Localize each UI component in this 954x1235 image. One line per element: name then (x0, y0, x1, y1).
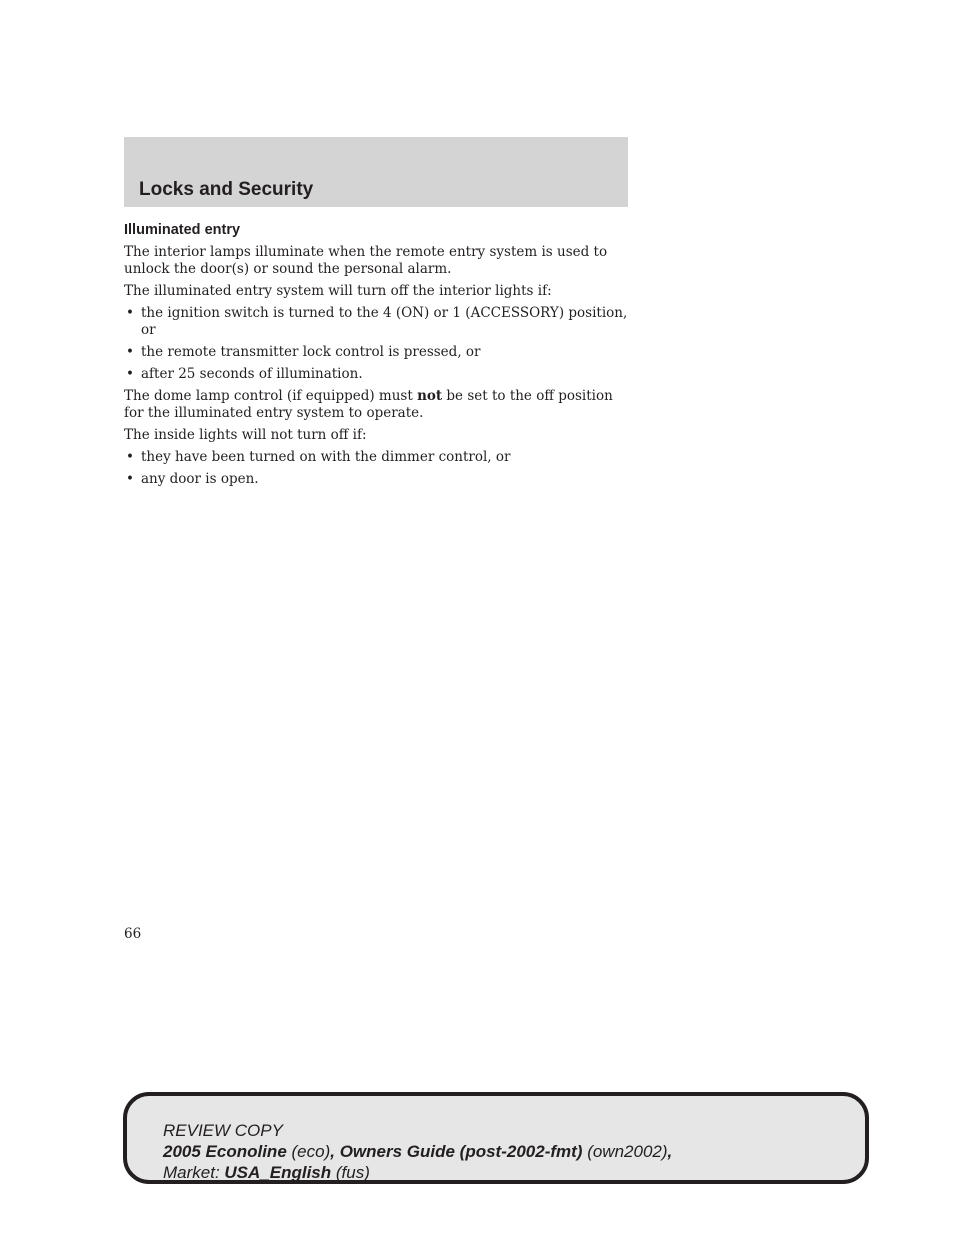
bullet-icon: • (126, 305, 134, 321)
intro-paragraph: The interior lamps illuminate when the remote entry system is used to unlock the door(s) or sound the personal alarm. (124, 244, 608, 277)
dome-note-text-start: The dome lamp control (if equipped) must (124, 388, 418, 404)
stay-on-intro: The inside lights will not turn off if: (124, 427, 367, 443)
review-copy-label: REVIEW COPY (163, 1121, 283, 1140)
bullet-icon: • (126, 344, 134, 360)
model-code: (eco) (286, 1142, 331, 1161)
list-item (124, 366, 628, 383)
list-item (124, 471, 628, 488)
list-item-text: after 25 seconds of illumination. (141, 366, 363, 382)
dome-note-emphasis: not (417, 388, 443, 404)
page-title: Locks and Security (139, 179, 314, 200)
section-heading: Illuminated entry (124, 222, 241, 238)
footer-guide-line (163, 1141, 853, 1162)
list-item-text: the ignition switch is turned to the 4 (ON) or 1 (ACCESSORY) position, or (141, 305, 628, 338)
review-copy-footer (123, 1092, 869, 1184)
bullet-icon: • (126, 471, 134, 487)
turn-off-intro: The illuminated entry system will turn off the interior lights if: (124, 283, 552, 299)
guide-code: (own2002) (582, 1142, 668, 1161)
list-item-text: any door is open. (141, 471, 259, 487)
market-name: USA_English (224, 1163, 332, 1182)
stay-on-conditions-list (124, 449, 628, 488)
footer-separator: , (330, 1142, 340, 1161)
bullet-icon: • (126, 449, 134, 465)
footer-separator: , (667, 1142, 673, 1161)
section-header-band (124, 137, 628, 207)
list-item-text: the remote transmitter lock control is pressed, or (141, 344, 481, 360)
list-item (124, 449, 628, 466)
guide-name: Owners Guide (post-2002-fmt) (339, 1142, 583, 1161)
list-item (124, 344, 628, 361)
dome-lamp-note (124, 388, 628, 422)
list-item (124, 305, 628, 339)
main-content (124, 221, 628, 493)
list-item-text: they have been turned on with the dimmer control, or (141, 449, 511, 465)
market-label: Market: (163, 1163, 225, 1182)
dome-note-text-end: be set to the off position for the illuminated entry system to operate. (124, 388, 613, 421)
footer-content (163, 1120, 853, 1183)
page-number: 66 (124, 926, 142, 942)
model-name: 2005 Econoline (163, 1142, 287, 1161)
market-code: (fus) (331, 1163, 370, 1182)
turn-off-conditions-list (124, 305, 628, 383)
footer-market-line (163, 1162, 853, 1183)
bullet-icon: • (126, 366, 134, 382)
